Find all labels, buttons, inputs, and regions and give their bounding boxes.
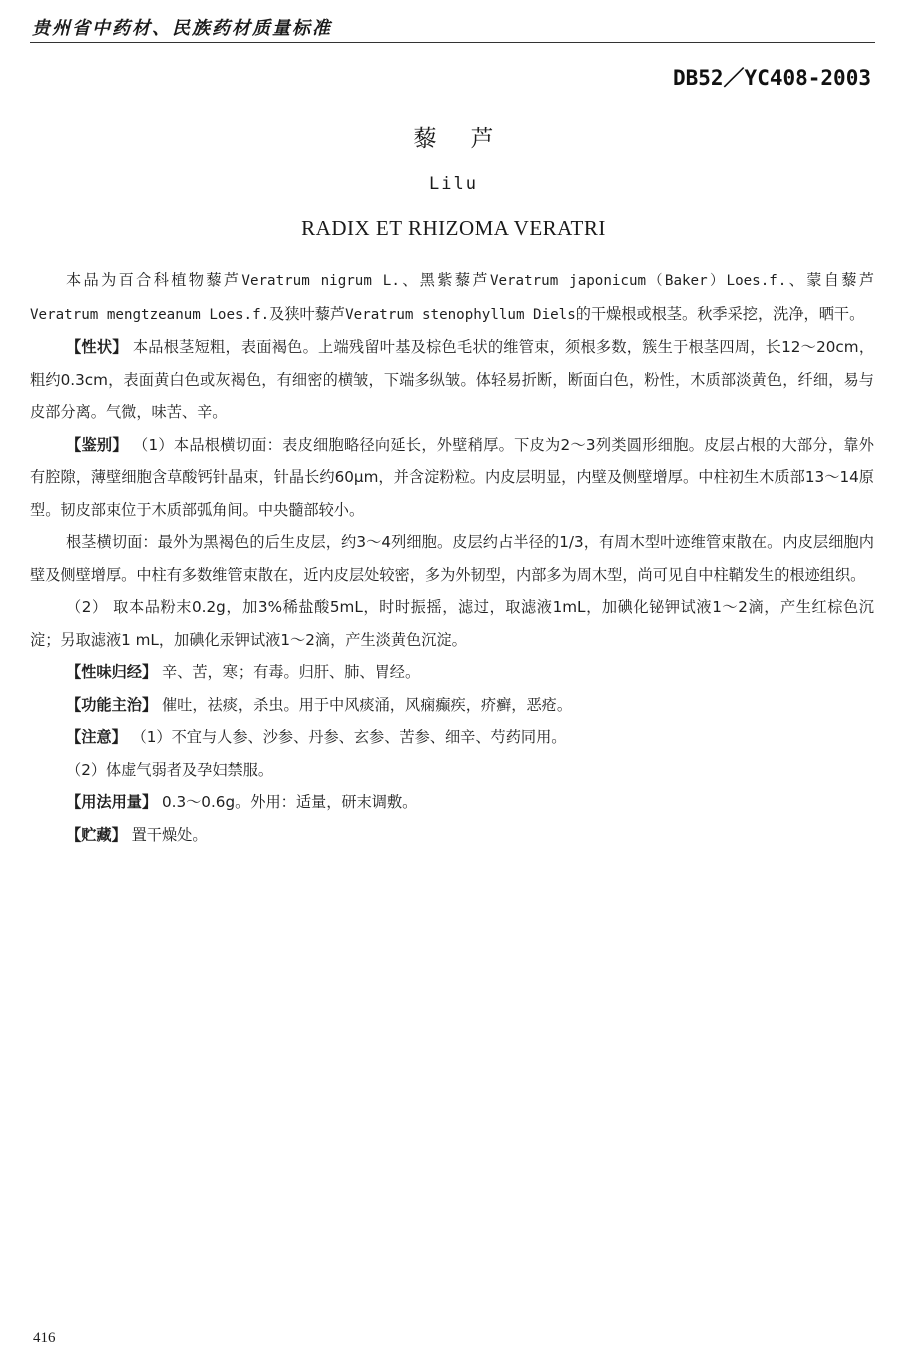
caution-text: （1）不宜与人参、沙参、丹参、玄参、苦参、细辛、芍药同用。 bbox=[131, 728, 567, 746]
identification-label: 【鉴别】 bbox=[66, 435, 128, 454]
caution-label: 【注意】 bbox=[66, 728, 127, 746]
rhizome-section-paragraph: 根茎横切面：最外为黑褐色的后生皮层，约3～4列细胞。皮层约占半径的1/3，有周木型叶迹维管束散在。内皮层细胞内壁及侧壁增厚。中柱有多数维管束散在，近内皮层处较密，多为外韧型，内部多为周木型，尚可见自中柱鞘发生的根迹组织。 bbox=[30, 533, 874, 584]
species-name: Veratrum stenophyllum Diels bbox=[345, 306, 576, 323]
caution-paragraph-2: （2）体虚气弱者及孕妇禁服。 bbox=[66, 760, 274, 779]
source-text: 、蒙自藜芦 bbox=[786, 271, 875, 289]
title-latin: RADIX ET RHIZOMA VERATRI bbox=[301, 216, 606, 240]
storage-label: 【贮藏】 bbox=[66, 825, 127, 844]
identification-text: （1）本品根横切面：表皮细胞略径向延长，外壁稍厚。下皮为2～3列类圆形细胞。皮层占根的大部分，靠外有腔隙，薄壁细胞含草酸钙针晶束，针晶长约60μm，并含淀粉粒。内皮层明显，内壁及侧壁增厚。中柱初生木质部13～14原型。韧皮部束位于木质部弧角间。中央髓部较小。 bbox=[30, 435, 874, 519]
storage-text: 置干燥处。 bbox=[131, 825, 208, 844]
header-rule bbox=[30, 42, 875, 43]
chemical-test-paragraph: （2） 取本品粉末0.2g，加3%稀盐酸5mL，时时振摇，滤过，取滤液1mL，加碘化铋钾试液1～2滴，产生红棕色沉淀；另取滤液1 mL，加碘化汞钾试液1～2滴，产生淡黄色沉淀。 bbox=[30, 598, 874, 649]
nature-label: 【性味归经】 bbox=[66, 663, 158, 681]
species-name: Veratrum japonicum（Baker）Loes.f. bbox=[489, 273, 787, 289]
nature-text: 辛、苦，寒；有毒。归肝、肺、胃经。 bbox=[161, 663, 421, 681]
identification-paragraph bbox=[30, 429, 874, 527]
usage-text: 0.3～0.6g。外用：适量，研末调敷。 bbox=[161, 793, 418, 811]
characters-paragraph bbox=[30, 331, 874, 429]
title-pinyin: Lilu bbox=[429, 174, 478, 194]
source-text: 、黑紫藜芦 bbox=[399, 271, 490, 289]
caution-paragraph bbox=[30, 721, 874, 754]
species-name: Veratrum nigrum L. bbox=[241, 273, 400, 289]
monograph-body bbox=[30, 264, 874, 851]
function-label: 【功能主治】 bbox=[66, 695, 158, 714]
page-number: 416 bbox=[33, 1330, 56, 1346]
nature-paragraph bbox=[30, 656, 874, 689]
source-text: 本品为百合科植物藜芦 bbox=[66, 271, 242, 289]
species-name: Veratrum mengtzeanum Loes.f. bbox=[30, 306, 270, 323]
characters-label: 【性状】 bbox=[66, 338, 128, 356]
standard-code: DB52／YC408-2003 bbox=[672, 66, 871, 90]
running-head: 贵州省中药材、民族药材质量标准 bbox=[32, 18, 332, 39]
storage-paragraph bbox=[30, 819, 874, 852]
usage-label: 【用法用量】 bbox=[66, 793, 158, 811]
source-text: 及狭叶藜芦 bbox=[269, 304, 346, 323]
usage-paragraph bbox=[30, 786, 874, 819]
title-chinese: 藜芦 bbox=[413, 126, 528, 152]
source-text: 的干燥根或根茎。秋季采挖，洗净，晒干。 bbox=[575, 304, 865, 323]
function-paragraph bbox=[30, 689, 874, 722]
function-text: 催吐，祛痰，杀虫。用于中风痰涌，风痫癫疾，疥癣，恶疮。 bbox=[161, 695, 573, 714]
characters-text: 本品根茎短粗，表面褐色。上端残留叶基及棕色毛状的维管束，须根多数，簇生于根茎四周，长12～20cm，粗约0.3cm，表面黄白色或灰褐色，有细密的横皱，下端多纵皱。体轻易折断，断面白色，粉性，木质部淡黄色，纤细，易与皮部分离。气微，味苦、辛。 bbox=[30, 338, 875, 421]
source-paragraph bbox=[30, 264, 874, 331]
